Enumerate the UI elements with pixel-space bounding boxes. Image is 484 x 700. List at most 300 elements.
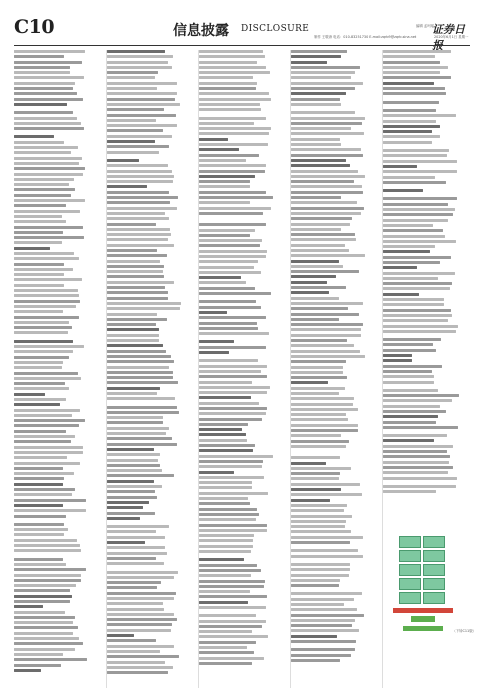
text-line xyxy=(14,204,66,207)
text-line xyxy=(14,477,64,480)
text-line xyxy=(14,409,80,412)
text-line xyxy=(107,474,174,477)
text-line xyxy=(14,294,79,297)
text-line xyxy=(107,270,163,273)
text-line xyxy=(199,620,266,623)
text-line xyxy=(291,92,346,95)
text-line xyxy=(199,50,263,53)
text-line xyxy=(199,196,273,199)
text-line xyxy=(199,412,266,415)
text-line xyxy=(107,164,168,167)
text-line xyxy=(383,55,435,58)
text-line xyxy=(291,530,351,533)
text-line xyxy=(291,648,355,651)
newspaper-logo: 证券日报 xyxy=(432,23,465,52)
text-line xyxy=(199,646,247,649)
text-line xyxy=(291,71,355,74)
text-line xyxy=(107,50,165,53)
text-line xyxy=(199,122,254,125)
text-line xyxy=(14,621,73,624)
text-line xyxy=(107,448,154,451)
text-line xyxy=(14,321,69,324)
text-line xyxy=(383,450,447,453)
text-line xyxy=(14,188,75,191)
text-line xyxy=(291,472,340,475)
text-line xyxy=(199,244,260,247)
text-line xyxy=(199,590,250,593)
text-line xyxy=(291,477,339,480)
text-line xyxy=(291,143,341,146)
text-line xyxy=(291,483,360,486)
text-line xyxy=(14,568,86,571)
text-line xyxy=(199,164,266,167)
text-line xyxy=(199,502,250,505)
text-line xyxy=(14,467,63,470)
text-line xyxy=(291,568,350,571)
text-line xyxy=(107,140,155,143)
text-line xyxy=(199,497,248,500)
text-line xyxy=(199,657,264,660)
text-line xyxy=(14,300,80,303)
text-line xyxy=(199,545,253,548)
text-line xyxy=(199,534,254,537)
text-line xyxy=(107,307,180,310)
text-line xyxy=(199,292,271,295)
text-line xyxy=(14,637,79,640)
text-line xyxy=(107,254,167,257)
text-line xyxy=(199,143,268,146)
text-line xyxy=(14,563,66,566)
text-line xyxy=(14,111,73,114)
text-line xyxy=(199,229,255,232)
text-line xyxy=(14,605,43,608)
text-line xyxy=(107,339,159,342)
text-line xyxy=(199,370,261,373)
text-line xyxy=(107,525,169,528)
text-line xyxy=(14,127,84,130)
text-line xyxy=(107,506,143,509)
text-line xyxy=(383,338,441,341)
text-line xyxy=(383,61,440,64)
text-line xyxy=(291,154,363,157)
text-line xyxy=(199,614,256,617)
text-line xyxy=(14,257,79,260)
text-line xyxy=(14,268,73,271)
text-line xyxy=(14,658,87,661)
text-line xyxy=(383,266,417,269)
text-line xyxy=(199,234,250,237)
text-line xyxy=(199,574,251,577)
text-line xyxy=(14,61,82,64)
text-line xyxy=(107,135,172,138)
text-line xyxy=(107,557,156,560)
text-line xyxy=(107,602,163,605)
text-line xyxy=(383,389,438,392)
text-line xyxy=(383,421,436,424)
text-line xyxy=(107,501,149,504)
text-line xyxy=(107,366,169,369)
text-line xyxy=(14,247,50,250)
text-line xyxy=(107,427,169,430)
text-line xyxy=(107,645,174,648)
text-line xyxy=(107,421,163,424)
text-line xyxy=(383,170,457,173)
text-line xyxy=(291,429,358,432)
text-line xyxy=(291,170,358,173)
text-line xyxy=(199,92,269,95)
text-line xyxy=(14,220,66,223)
text-line xyxy=(14,231,63,234)
text-line xyxy=(107,586,157,589)
text-line xyxy=(14,305,76,308)
editor-credit: 编辑 孟珂瑶 xyxy=(416,24,435,28)
text-line xyxy=(107,92,177,95)
text-line xyxy=(14,173,83,176)
text-line xyxy=(199,662,252,665)
text-line xyxy=(14,82,75,85)
text-line xyxy=(14,504,63,507)
text-line xyxy=(291,117,365,120)
text-line xyxy=(291,504,347,507)
text-line xyxy=(107,145,169,148)
text-line xyxy=(14,157,82,160)
text-line xyxy=(107,432,166,435)
text-line xyxy=(107,318,167,321)
text-line xyxy=(199,207,271,210)
text-line xyxy=(199,276,241,279)
flow-box xyxy=(423,550,445,562)
text-line xyxy=(14,523,64,526)
text-line xyxy=(14,642,83,645)
text-line xyxy=(291,366,343,369)
text-line xyxy=(199,492,268,495)
text-line xyxy=(291,574,349,577)
text-line xyxy=(199,71,270,74)
text-line xyxy=(107,634,134,637)
text-line xyxy=(107,207,177,210)
text-line xyxy=(383,370,432,373)
text-line xyxy=(199,402,259,405)
text-line xyxy=(107,459,158,462)
text-line xyxy=(14,87,73,90)
text-line xyxy=(107,496,157,499)
text-line xyxy=(383,415,438,418)
text-line xyxy=(107,260,160,263)
text-line xyxy=(199,255,266,258)
text-line xyxy=(14,440,71,443)
text-line xyxy=(107,334,159,337)
text-line xyxy=(291,159,346,162)
text-line xyxy=(199,550,251,553)
text-line xyxy=(107,661,165,664)
text-line xyxy=(14,117,77,120)
text-line xyxy=(14,611,65,614)
text-line xyxy=(107,541,145,544)
text-line xyxy=(107,464,160,467)
text-line xyxy=(291,520,346,523)
text-line xyxy=(14,350,73,353)
text-line xyxy=(383,394,459,397)
text-line xyxy=(199,381,252,384)
text-line xyxy=(383,381,434,384)
text-line xyxy=(291,541,350,544)
text-line xyxy=(199,630,252,633)
issue-date: 2020年6月1日 星期一 xyxy=(434,35,469,39)
text-line xyxy=(383,426,458,429)
text-line xyxy=(199,433,246,436)
text-line xyxy=(107,170,172,173)
text-line xyxy=(107,119,156,122)
text-line xyxy=(14,664,61,667)
text-line xyxy=(291,659,340,662)
text-line xyxy=(199,191,266,194)
text-line xyxy=(14,377,81,380)
text-line xyxy=(14,92,77,95)
text-line xyxy=(383,130,432,133)
text-line xyxy=(14,263,64,266)
text-line xyxy=(383,319,448,322)
text-line xyxy=(199,61,257,64)
text-line xyxy=(383,330,456,333)
text-line xyxy=(199,396,251,399)
text-line xyxy=(199,471,234,474)
text-line xyxy=(14,616,75,619)
text-line xyxy=(14,488,75,491)
text-line xyxy=(14,435,75,438)
text-line xyxy=(14,584,76,587)
text-line xyxy=(383,314,452,317)
text-line xyxy=(383,203,448,206)
text-line xyxy=(14,549,81,552)
text-line xyxy=(107,416,163,419)
text-line xyxy=(14,533,64,536)
text-line xyxy=(107,323,156,326)
text-line xyxy=(291,664,377,667)
text-line xyxy=(291,55,341,58)
text-line xyxy=(291,201,357,204)
text-line xyxy=(107,480,154,483)
text-line xyxy=(107,530,156,533)
text-line xyxy=(14,626,78,629)
text-line xyxy=(291,302,363,305)
text-line xyxy=(107,453,160,456)
text-line xyxy=(383,466,453,469)
text-line xyxy=(199,365,267,368)
text-line xyxy=(14,178,74,181)
text-line xyxy=(383,181,446,184)
text-line xyxy=(291,579,340,582)
text-line xyxy=(107,623,172,626)
text-line xyxy=(107,233,171,236)
text-line xyxy=(291,76,351,79)
flow-box xyxy=(423,592,445,604)
text-line xyxy=(383,71,440,74)
text-line xyxy=(291,344,354,347)
text-line xyxy=(199,250,267,253)
text-line xyxy=(107,517,140,520)
text-line xyxy=(14,71,70,74)
text-line xyxy=(291,249,349,252)
text-line xyxy=(107,265,164,268)
text-line xyxy=(291,603,344,606)
text-line xyxy=(14,589,70,592)
text-line xyxy=(107,437,172,440)
text-line xyxy=(383,120,436,123)
text-line xyxy=(383,92,446,95)
text-line xyxy=(199,132,269,135)
text-line xyxy=(107,313,157,316)
text-line xyxy=(107,223,156,226)
text-line xyxy=(383,261,440,264)
text-line xyxy=(383,349,436,352)
text-line xyxy=(291,297,339,300)
text-line xyxy=(107,98,175,101)
text-line xyxy=(291,265,343,268)
text-line xyxy=(291,260,339,263)
text-line xyxy=(199,529,267,532)
text-line xyxy=(199,346,266,349)
text-line xyxy=(107,212,165,215)
text-line xyxy=(14,236,84,239)
text-line xyxy=(107,571,178,574)
text-line xyxy=(383,154,447,157)
text-line xyxy=(291,180,354,183)
text-line xyxy=(291,238,356,241)
text-line xyxy=(383,250,430,253)
text-line xyxy=(14,289,78,292)
text-line xyxy=(107,82,177,85)
text-line xyxy=(199,175,255,178)
text-line xyxy=(107,124,177,127)
text-line xyxy=(291,456,340,459)
text-line xyxy=(107,291,168,294)
text-line xyxy=(291,397,354,400)
text-line xyxy=(107,328,159,331)
text-line xyxy=(199,260,258,263)
text-line xyxy=(291,608,357,611)
text-line xyxy=(199,407,267,410)
text-line xyxy=(14,316,79,319)
flowchart-figure xyxy=(393,536,465,654)
text-line xyxy=(291,509,344,512)
text-line xyxy=(107,629,171,632)
continuation-note: （下转C11版） xyxy=(452,629,476,633)
text-line xyxy=(14,446,83,449)
text-line xyxy=(383,359,412,362)
column-5 xyxy=(382,50,471,688)
text-line xyxy=(199,138,228,141)
text-line xyxy=(14,122,81,125)
text-line xyxy=(291,103,341,106)
text-line xyxy=(383,399,452,402)
text-line xyxy=(383,109,436,112)
text-line xyxy=(383,114,456,117)
text-line xyxy=(107,275,164,278)
text-line xyxy=(383,439,434,442)
text-line xyxy=(383,455,450,458)
text-line xyxy=(383,309,451,312)
text-line xyxy=(199,539,253,542)
text-line xyxy=(107,103,180,106)
text-line xyxy=(14,55,64,58)
text-line xyxy=(199,580,265,583)
text-line xyxy=(199,103,260,106)
text-line xyxy=(107,344,163,347)
text-line xyxy=(199,564,257,567)
text-line xyxy=(199,518,256,521)
text-line xyxy=(291,629,359,632)
text-line xyxy=(14,528,68,531)
text-line xyxy=(107,355,171,358)
text-line xyxy=(107,397,175,400)
text-line xyxy=(199,170,265,173)
text-line xyxy=(291,445,346,448)
text-line xyxy=(383,365,442,368)
text-line xyxy=(291,138,340,141)
text-line xyxy=(383,410,446,413)
text-line xyxy=(383,303,444,306)
text-line xyxy=(199,185,250,188)
text-line xyxy=(14,558,63,561)
text-line xyxy=(383,245,435,248)
text-line xyxy=(291,196,341,199)
text-line xyxy=(383,240,456,243)
text-line xyxy=(199,481,252,484)
flow-bar-red xyxy=(393,608,453,613)
text-line xyxy=(291,244,345,247)
text-line xyxy=(199,300,256,303)
text-line xyxy=(107,185,147,188)
text-line xyxy=(107,613,174,616)
text-line xyxy=(14,199,85,202)
text-line xyxy=(107,608,164,611)
text-line xyxy=(107,650,160,653)
article-columns xyxy=(14,50,470,688)
text-line xyxy=(14,210,80,213)
text-line xyxy=(383,197,457,200)
text-line xyxy=(14,167,85,170)
text-line xyxy=(199,641,256,644)
text-line xyxy=(107,249,157,252)
text-line xyxy=(291,403,353,406)
text-line xyxy=(107,302,181,305)
text-line xyxy=(291,619,355,622)
text-line xyxy=(291,164,350,167)
text-line xyxy=(291,488,341,491)
text-line xyxy=(199,306,261,309)
text-line xyxy=(199,148,239,151)
text-line xyxy=(383,485,456,488)
text-line xyxy=(291,339,347,342)
text-line xyxy=(107,151,159,154)
text-line xyxy=(383,343,433,346)
text-line xyxy=(383,325,458,328)
text-line xyxy=(199,327,258,330)
text-line xyxy=(383,405,440,408)
text-line xyxy=(291,254,365,257)
text-line xyxy=(199,154,259,157)
text-line xyxy=(107,71,158,74)
text-line xyxy=(107,592,176,595)
text-line xyxy=(291,499,330,502)
text-line xyxy=(291,563,350,566)
text-line xyxy=(199,601,248,604)
text-line xyxy=(199,595,267,598)
text-line xyxy=(14,595,72,598)
text-line xyxy=(199,351,229,354)
text-line xyxy=(107,66,172,69)
text-line xyxy=(291,148,361,151)
